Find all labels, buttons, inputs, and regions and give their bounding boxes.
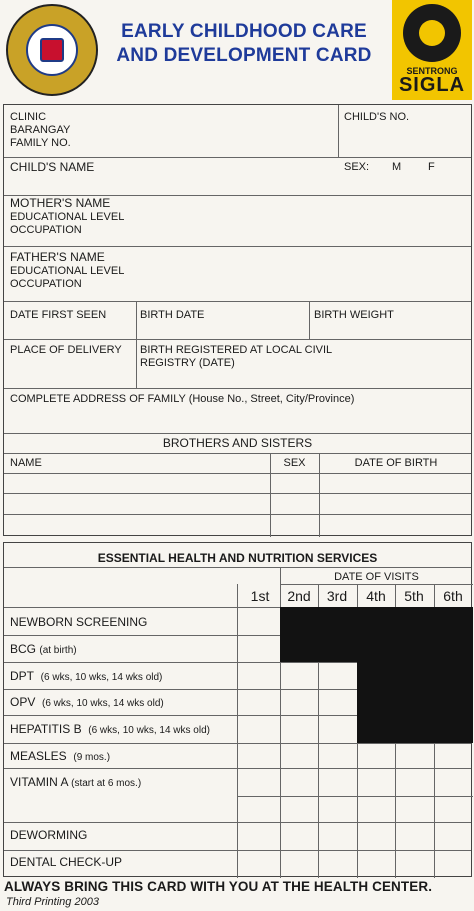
visit-col-4th: 4th — [366, 588, 386, 604]
row-opv-note: (6 wks, 10 wks, 14 wks old) — [42, 698, 164, 709]
row-opv-label: OPV — [10, 695, 36, 709]
father-occupation-label: OCCUPATION — [10, 278, 82, 290]
clinic-label: CLINIC — [10, 111, 47, 123]
siblings-title: BROTHERS AND SISTERS — [162, 436, 313, 450]
fathers-name-label: FATHER'S NAME — [10, 250, 105, 264]
child-info-form — [3, 104, 472, 536]
row-measles-label: MEASLES — [10, 749, 67, 763]
row-dpt-note: (6 wks, 10 wks, 14 wks old) — [40, 672, 163, 683]
sex-label: SEX: — [344, 161, 370, 173]
row-dpt — [10, 669, 162, 685]
barangay-label: BARANGAY — [10, 124, 71, 136]
childs-name-label: CHILD'S NAME — [10, 160, 95, 174]
siblings-col-name: NAME — [10, 457, 42, 469]
reminder-text: ALWAYS BRING THIS CARD WITH YOU AT THE HEALTH CENTER. — [4, 879, 433, 894]
childs-no-label: CHILD'S NO. — [344, 111, 410, 123]
visit-col-5th: 5th — [404, 588, 424, 604]
mothers-name-label: MOTHER'S NAME — [10, 196, 111, 210]
father-education-label: EDUCATIONAL LEVEL — [10, 265, 125, 277]
row-vitamin-a — [10, 775, 141, 791]
row-dental-checkup: DENTAL CHECK-UP — [10, 855, 123, 869]
visit-col-1st: 1st — [250, 588, 270, 604]
seal-shield-icon — [40, 38, 64, 62]
sun-icon — [403, 4, 461, 62]
birth-registered-label-2: REGISTRY (DATE) — [140, 357, 235, 369]
seal-emblem — [26, 24, 78, 76]
siblings-col-dob: DATE OF BIRTH — [354, 457, 438, 469]
row-measles-note: (9 mos.) — [73, 752, 111, 763]
printing-note: Third Printing 2003 — [6, 896, 99, 908]
row-hepb-label: HEPATITIS B — [10, 722, 82, 736]
row-vitamin-a-label: VITAMIN A — [10, 775, 68, 789]
birth-date-label: BIRTH DATE — [140, 309, 205, 321]
logo-subtitle: SENTRONG — [406, 66, 458, 76]
row-bcg — [10, 642, 77, 658]
row-hepb-note: (6 wks, 10 wks, 14 wks old) — [88, 725, 210, 736]
family-no-label: FAMILY NO. — [10, 137, 71, 149]
sex-female-option: F — [428, 161, 435, 173]
row-bcg-label: BCG — [10, 642, 37, 656]
siblings-col-sex: SEX — [283, 457, 306, 469]
row-deworming: DEWORMING — [10, 828, 88, 842]
date-first-seen-label: DATE FIRST SEEN — [10, 309, 107, 321]
visit-col-2nd: 2nd — [287, 588, 311, 604]
row-vitamin-a-note: (start at 6 mos.) — [71, 778, 142, 789]
date-of-visits-header: DATE OF VISITS — [334, 571, 419, 583]
place-of-delivery-label: PLACE OF DELIVERY — [10, 344, 122, 356]
sentrong-sigla-logo — [392, 0, 472, 100]
row-hepb — [10, 722, 210, 738]
shaded-cells-newborn-bcg — [280, 607, 473, 662]
row-measles — [10, 749, 110, 765]
card-header — [0, 0, 474, 100]
visit-col-3rd: 3rd — [326, 588, 348, 604]
card-title — [104, 20, 384, 68]
health-services-table — [3, 542, 472, 877]
birth-weight-label: BIRTH WEIGHT — [314, 309, 394, 321]
card-title-line1: EARLY CHILDHOOD CARE — [121, 21, 367, 42]
row-opv — [10, 695, 164, 711]
visit-col-6th: 6th — [443, 588, 463, 604]
row-newborn-screening: NEWBORN SCREENING — [10, 615, 148, 629]
logo-title: SIGLA — [398, 74, 466, 96]
card-title-line2: AND DEVELOPMENT CARD — [116, 45, 372, 66]
services-title: ESSENTIAL HEALTH AND NUTRITION SERVICES — [97, 551, 378, 565]
address-label: COMPLETE ADDRESS OF FAMILY (House No., Street, City/Province) — [10, 393, 355, 405]
shaded-cells-dpt-opv-hepb — [357, 662, 473, 743]
birth-registered-label-1: BIRTH REGISTERED AT LOCAL CIVIL — [140, 344, 333, 356]
row-bcg-note: (at birth) — [39, 645, 77, 656]
sex-male-option: M — [392, 161, 402, 173]
mother-occupation-label: OCCUPATION — [10, 224, 82, 236]
row-dpt-label: DPT — [10, 669, 34, 683]
mother-education-label: EDUCATIONAL LEVEL — [10, 211, 125, 223]
doh-seal-icon — [6, 4, 98, 96]
